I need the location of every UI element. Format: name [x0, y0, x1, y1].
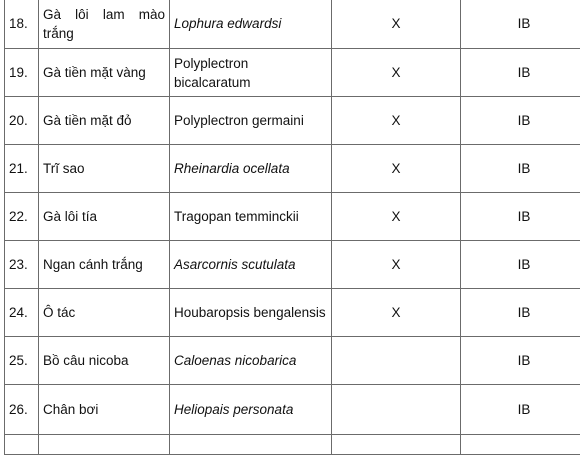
mark-cell: [332, 337, 461, 385]
empty-cell: [5, 435, 39, 455]
group-cell: IB: [461, 193, 580, 241]
mark-cell: X: [332, 145, 461, 193]
row-number: 23.: [5, 241, 39, 289]
row-number: 25.: [5, 337, 39, 385]
empty-cell: [170, 435, 332, 455]
table-row: [5, 289, 580, 337]
group-cell: IB: [461, 145, 580, 193]
species-table: [4, 0, 580, 455]
table-row: [5, 49, 580, 97]
group-cell: IB: [461, 337, 580, 385]
mark-cell: X: [332, 241, 461, 289]
row-number: 18.: [5, 0, 39, 49]
scientific-name: Polyplectron germaini: [170, 97, 332, 145]
scientific-name: Tragopan temminckii: [170, 193, 332, 241]
row-number: 22.: [5, 193, 39, 241]
table-row: [5, 97, 580, 145]
mark-cell: X: [332, 289, 461, 337]
row-number: 20.: [5, 97, 39, 145]
group-cell: IB: [461, 289, 580, 337]
common-name: Gà lôi lam mào trắng: [39, 0, 170, 49]
empty-cell: [461, 435, 580, 455]
group-cell: IB: [461, 49, 580, 97]
common-name: Ngan cánh trắng: [39, 241, 170, 289]
group-cell: IB: [461, 97, 580, 145]
row-number: 19.: [5, 49, 39, 97]
group-cell: IB: [461, 0, 580, 49]
table-row: [5, 193, 580, 241]
scientific-name: Caloenas nicobarica: [170, 337, 332, 385]
common-name: Gà tiền mặt vàng: [39, 49, 170, 97]
row-number: 21.: [5, 145, 39, 193]
common-name: Chân bơi: [39, 385, 170, 435]
common-name: Bồ câu nicoba: [39, 337, 170, 385]
row-number: 26.: [5, 385, 39, 435]
scientific-name: Asarcornis scutulata: [170, 241, 332, 289]
group-cell: IB: [461, 241, 580, 289]
group-cell: IB: [461, 385, 580, 435]
mark-cell: X: [332, 97, 461, 145]
table-row: [5, 0, 580, 49]
common-name: Ô tác: [39, 289, 170, 337]
scientific-name: Houbaropsis bengalensis: [170, 289, 332, 337]
scientific-name: Lophura edwardsi: [170, 0, 332, 49]
scientific-name: Rheinardia ocellata: [170, 145, 332, 193]
table-row: [5, 145, 580, 193]
table-row: [5, 385, 580, 435]
common-name: Gà lôi tía: [39, 193, 170, 241]
common-name: Gà tiền mặt đỏ: [39, 97, 170, 145]
row-number: 24.: [5, 289, 39, 337]
scientific-name: Polyplectron bicalcaratum: [170, 49, 332, 97]
mark-cell: X: [332, 193, 461, 241]
table-row: [5, 241, 580, 289]
table-row: [5, 337, 580, 385]
mark-cell: X: [332, 49, 461, 97]
scientific-name: Heliopais personata: [170, 385, 332, 435]
empty-cell: [332, 435, 461, 455]
empty-cell: [39, 435, 170, 455]
common-name: Trĩ sao: [39, 145, 170, 193]
mark-cell: [332, 385, 461, 435]
table-row-partial: [5, 435, 580, 455]
mark-cell: X: [332, 0, 461, 49]
